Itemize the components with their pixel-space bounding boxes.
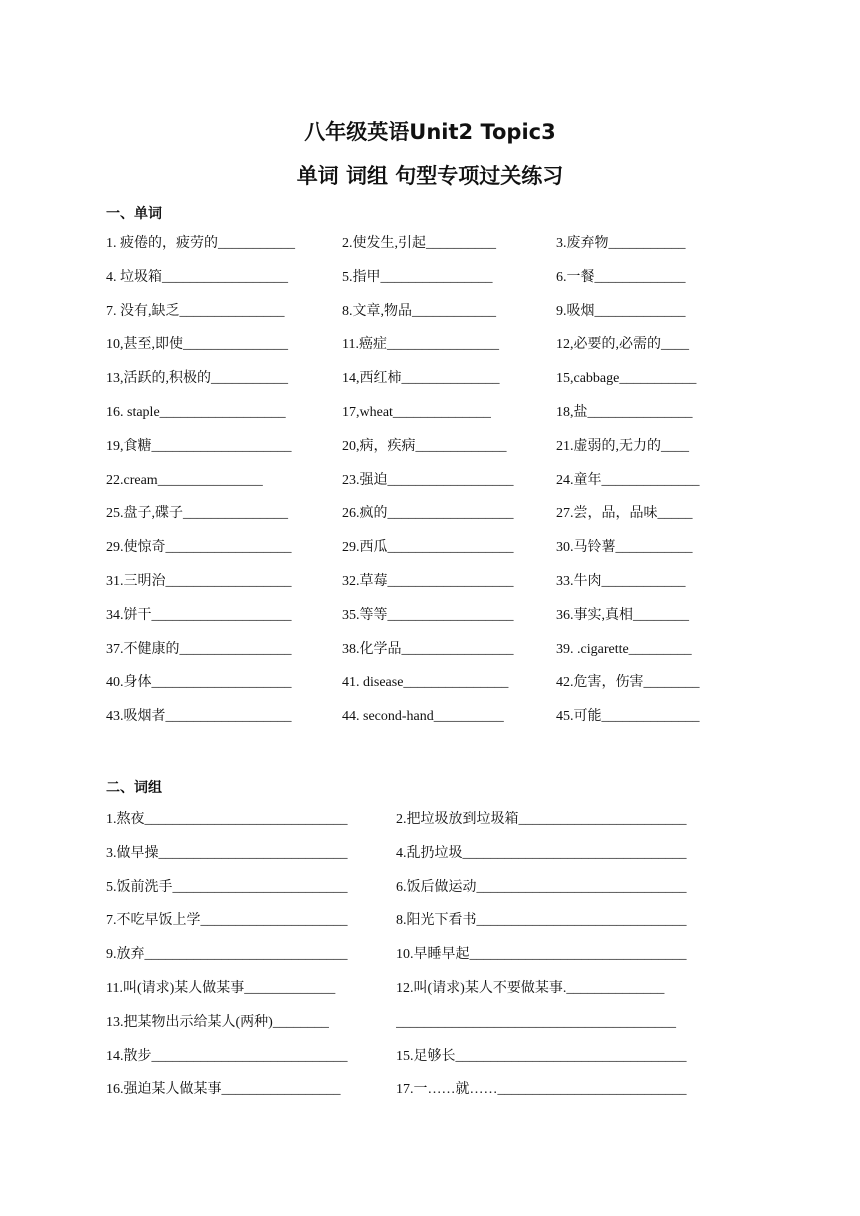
vocab-item: 11.癌症________________ — [342, 337, 499, 353]
vocab-row — [0, 471, 860, 495]
page-title: 八年级英语Unit2 Topic3 — [304, 120, 556, 144]
phrase-item: 9.放弃_____________________________ — [106, 947, 348, 963]
vocab-item: 10,甚至,即使_______________ — [106, 337, 288, 353]
vocab-row — [0, 335, 860, 359]
vocab-item: 14,西红柿______________ — [342, 371, 500, 387]
vocab-item: 18,盐_______________ — [556, 405, 693, 420]
vocab-row — [0, 673, 860, 697]
vocab-row — [0, 707, 860, 731]
vocab-item: 7. 没有,缺乏_______________ — [106, 303, 285, 319]
phrase-row — [0, 1013, 860, 1037]
vocab-item: 41. disease_______________ — [342, 675, 509, 691]
vocab-item: 27.尝，品，品味_____ — [556, 506, 693, 522]
phrase-item: 1.熬夜_____________________________ — [106, 812, 348, 827]
phrase-item: ________________________________________ — [396, 1014, 676, 1030]
section-heading-phrases: 二、词组 — [106, 780, 162, 796]
phrase-row — [0, 810, 860, 834]
vocab-item: 20,病，疾病_____________ — [342, 438, 507, 454]
vocab-item: 40.身体____________________ — [106, 675, 292, 691]
vocab-row — [0, 538, 860, 562]
vocab-row — [0, 234, 860, 258]
section-heading-vocab: 一、单词 — [106, 206, 162, 222]
vocab-item: 22.cream_______________ — [106, 472, 263, 488]
phrase-item: 16.强迫某人做某事_________________ — [106, 1082, 341, 1098]
vocab-item: 3.废弃物___________ — [556, 236, 686, 251]
vocab-item: 12,必要的,必需的____ — [556, 337, 689, 353]
vocab-item: 43.吸烟者__________________ — [106, 709, 292, 725]
phrase-item: 14.散步____________________________ — [106, 1048, 348, 1064]
vocab-item: 9.吸烟_____________ — [556, 303, 686, 319]
phrase-item: 10.早睡早起_______________________________ — [396, 947, 687, 963]
vocab-item: 13,活跃的,积极的___________ — [106, 371, 288, 387]
vocab-item: 23.强迫__________________ — [342, 472, 514, 488]
vocab-row — [0, 403, 860, 427]
vocab-item: 26.疯的__________________ — [342, 506, 514, 522]
vocab-item: 34.饼干____________________ — [106, 607, 292, 623]
vocab-row — [0, 504, 860, 528]
phrase-item: 8.阳光下看书______________________________ — [396, 913, 687, 929]
vocab-item: 31.三明治__________________ — [106, 574, 292, 589]
vocab-item: 29.使惊奇__________________ — [106, 540, 292, 556]
vocab-item: 15,cabbage___________ — [556, 371, 697, 387]
vocab-item: 38.化学品________________ — [342, 641, 514, 657]
vocab-row — [0, 606, 860, 630]
vocab-item: 17,wheat______________ — [342, 405, 491, 420]
vocab-item: 16. staple__________________ — [106, 405, 286, 420]
page-subtitle: 单词 词组 句型专项过关练习 — [296, 164, 564, 188]
vocab-item: 32.草莓__________________ — [342, 574, 514, 589]
vocab-item: 35.等等__________________ — [342, 607, 514, 623]
vocab-row — [0, 302, 860, 326]
vocab-item: 42.危害，伤害________ — [556, 675, 700, 691]
phrase-item: 4.乱扔垃圾________________________________ — [396, 845, 687, 861]
vocab-item: 37.不健康的________________ — [106, 641, 292, 657]
phrase-row — [0, 945, 860, 969]
vocab-row — [0, 640, 860, 664]
vocab-item: 36.事实,真相________ — [556, 607, 689, 623]
phrase-item: 3.做早操___________________________ — [106, 845, 348, 861]
phrase-item: 15.足够长_________________________________ — [396, 1048, 687, 1064]
phrase-item: 17.一……就……___________________________ — [396, 1082, 687, 1098]
phrase-item: 2.把垃圾放到垃圾箱________________________ — [396, 812, 687, 827]
vocab-item: 39. .cigarette_________ — [556, 641, 692, 657]
phrase-row — [0, 911, 860, 935]
vocab-row — [0, 437, 860, 461]
vocab-item: 44. second-hand__________ — [342, 709, 504, 725]
vocab-item: 33.牛肉____________ — [556, 574, 686, 589]
vocab-item: 30.马铃薯___________ — [556, 540, 693, 556]
vocab-item: 6.一餐_____________ — [556, 269, 686, 285]
vocab-row — [0, 369, 860, 393]
phrase-item: 12.叫(请求)某人不要做某事.______________ — [396, 981, 665, 996]
vocab-item: 21.虚弱的,无力的____ — [556, 438, 689, 454]
vocab-item: 5.指甲________________ — [342, 269, 493, 285]
vocab-item: 2.使发生,引起__________ — [342, 236, 496, 251]
vocab-item: 25.盘子,碟子_______________ — [106, 506, 288, 522]
phrase-item: 6.饭后做运动______________________________ — [396, 879, 687, 895]
vocab-item: 8.文章,物品____________ — [342, 303, 496, 319]
vocab-row — [0, 572, 860, 596]
vocab-row — [0, 268, 860, 292]
phrase-row — [0, 1047, 860, 1071]
vocab-item: 29.西瓜__________________ — [342, 540, 514, 556]
phrase-row — [0, 844, 860, 868]
vocab-item: 45.可能______________ — [556, 709, 700, 725]
phrase-item: 11.叫(请求)某人做某事_____________ — [106, 981, 336, 996]
phrase-item: 7.不吃早饭上学_____________________ — [106, 913, 348, 929]
phrase-row — [0, 979, 860, 1003]
vocab-item: 19,食糖____________________ — [106, 438, 292, 454]
phrase-item: 13.把某物出示给某人(两种)________ — [106, 1014, 329, 1030]
vocab-item: 24.童年______________ — [556, 472, 700, 488]
vocab-item: 4. 垃圾箱__________________ — [106, 269, 288, 285]
phrase-row — [0, 878, 860, 902]
phrase-item: 5.饭前洗手_________________________ — [106, 879, 348, 895]
phrase-row — [0, 1080, 860, 1104]
vocab-item: 1. 疲倦的，疲劳的___________ — [106, 236, 295, 251]
